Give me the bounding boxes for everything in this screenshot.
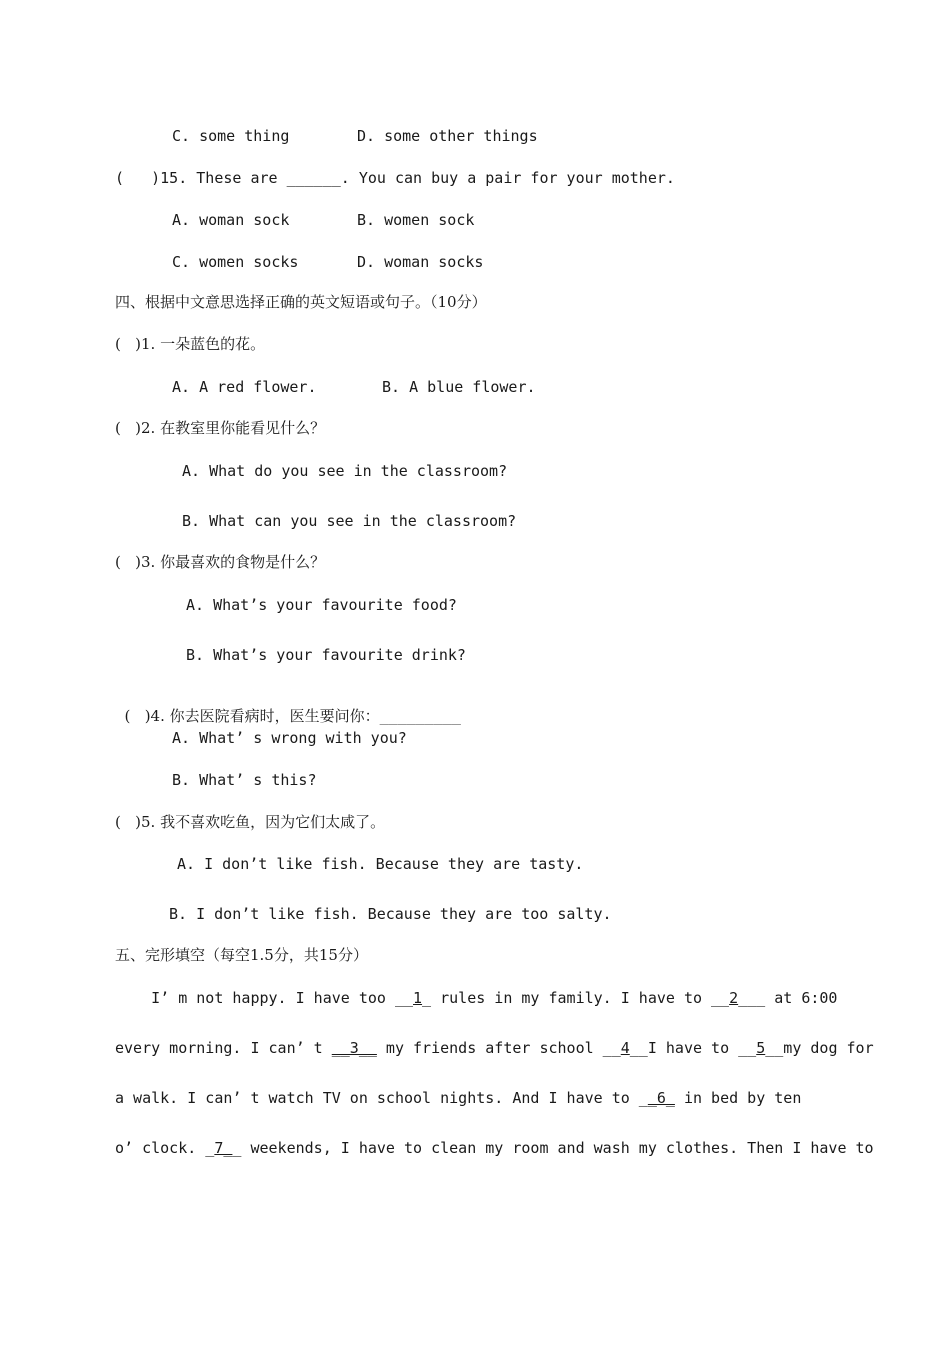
q15-option-c: C. women socks <box>172 253 299 271</box>
s4-q1-stem: ( )1. 一朵蓝色的花。 <box>115 335 266 353</box>
cloze-text: _ weekends, I have to clean my room and wash my clothes. Then I have to <box>232 1139 874 1157</box>
cloze-line-1 <box>115 988 837 1008</box>
s4-q3-option-b: B. What’s your favourite drink? <box>186 646 466 664</box>
cloze-text: __my dog for <box>765 1039 874 1057</box>
q15-option-d: D. woman socks <box>357 253 484 271</box>
s4-q4-stem-text: ( )4. 你去医院看病时，医生要问你： <box>124 707 380 725</box>
cloze-text: my friends after school __ <box>376 1039 621 1057</box>
section4-heading: 四、根据中文意思选择正确的英文短语或句子。（10分） <box>115 293 487 311</box>
cloze-text: ___ at 6:00 <box>738 989 838 1007</box>
cloze-blank-4: 4 <box>620 1039 630 1057</box>
q15-option-a: A. woman sock <box>172 211 290 229</box>
cloze-blank-5: 5 <box>756 1039 766 1057</box>
s4-q4-option-b: B. What’ s this? <box>172 771 317 789</box>
s4-q3-stem: ( )3. 你最喜欢的食物是什么？ <box>115 553 326 571</box>
cloze-line-3 <box>115 1088 801 1108</box>
s4-q1-option-a: A. A red flower. <box>172 378 317 396</box>
s4-q4-option-a: A. What’ s wrong with you? <box>172 729 407 747</box>
cloze-blank-3: __3__ <box>331 1039 377 1057</box>
s4-q2-option-a: A. What do you see in the classroom? <box>182 462 508 480</box>
cloze-blank-7: 7_ <box>214 1139 233 1157</box>
cloze-blank-1: 1 <box>413 989 423 1007</box>
cloze-text: __I have to __ <box>629 1039 757 1057</box>
s4-q4-stem <box>115 686 461 726</box>
cloze-line-2 <box>115 1038 874 1058</box>
cloze-blank-2: 2 <box>729 989 739 1007</box>
cloze-text: o’ clock. _ <box>115 1139 215 1157</box>
cloze-line-4 <box>115 1138 874 1158</box>
cloze-text: in bed by ten <box>674 1089 802 1107</box>
cloze-text: _ rules in my family. I have to __ <box>422 989 730 1007</box>
q15-stem: ( )15. These are ______. You can buy a pair for your mother. <box>115 169 675 187</box>
q14-option-c: C. some thing <box>172 127 290 145</box>
q14-option-d: D. some other things <box>357 127 538 145</box>
s4-q5-stem: ( )5. 我不喜欢吃鱼，因为它们太咸了。 <box>115 813 386 831</box>
s4-q1-option-b: B. A blue flower. <box>382 378 536 396</box>
s4-q5-option-a: A. I don’t like fish. Because they are tasty. <box>177 855 584 873</box>
section5-heading: 五、完形填空（每空1.5分，共15分） <box>115 946 368 964</box>
cloze-text: every morning. I can’ t <box>115 1039 332 1057</box>
s4-q4-answer-blank: _________ <box>379 707 461 725</box>
s4-q2-stem: ( )2. 在教室里你能看见什么？ <box>115 419 326 437</box>
cloze-blank-6: _6_ <box>647 1089 675 1107</box>
cloze-text: a walk. I can’ t watch TV on school nights. And I have to _ <box>115 1089 648 1107</box>
s4-q3-option-a: A. What’s your favourite food? <box>186 596 457 614</box>
s4-q2-option-b: B. What can you see in the classroom? <box>182 512 517 530</box>
cloze-text: I’ m not happy. I have too __ <box>115 989 414 1007</box>
q15-option-b: B. women sock <box>357 211 475 229</box>
s4-q5-option-b: B. I don’t like fish. Because they are too salty. <box>169 905 612 923</box>
